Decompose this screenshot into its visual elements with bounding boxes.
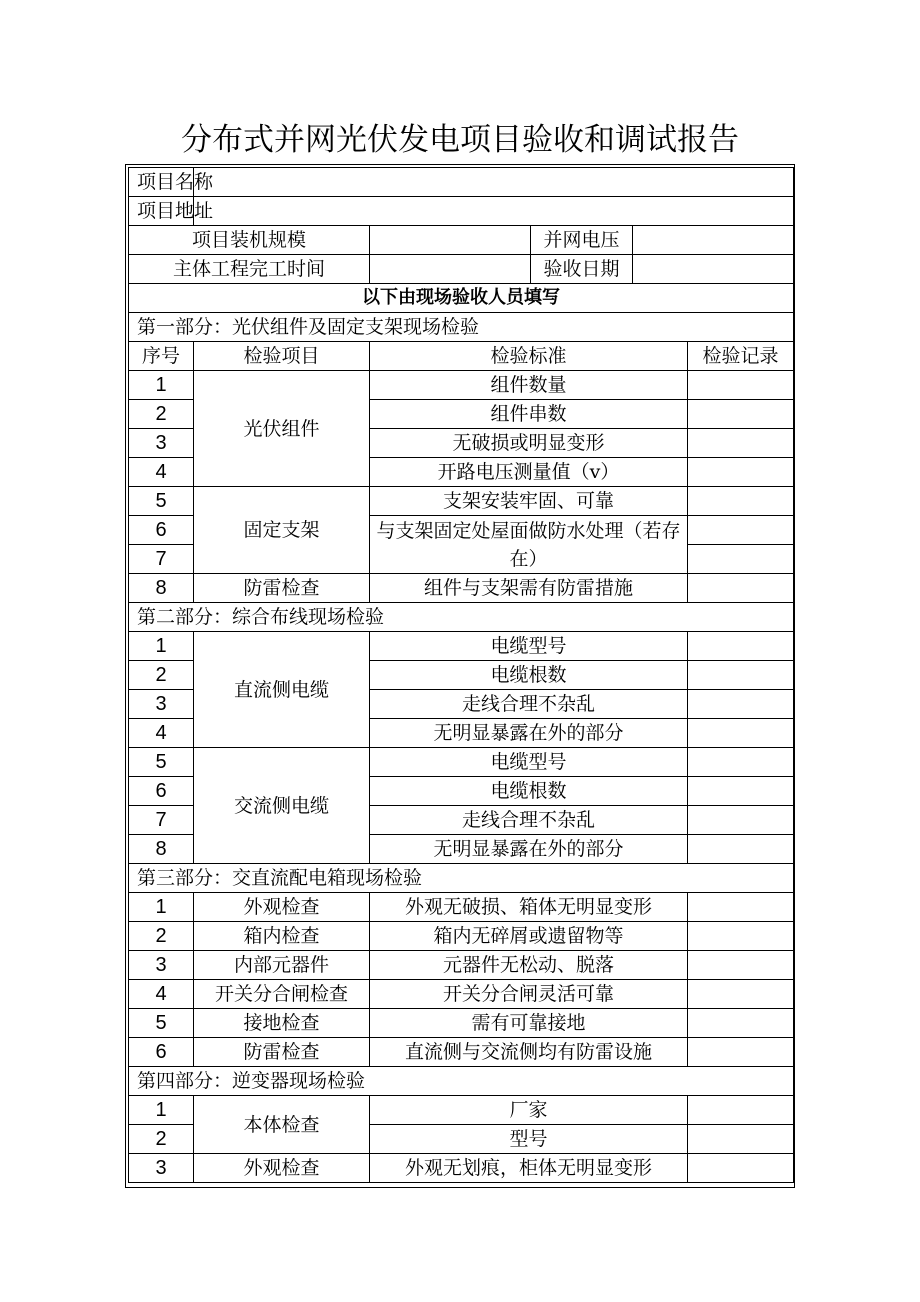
check-standard: 无明显暴露在外的部分 [370, 835, 688, 864]
record-cell[interactable] [688, 690, 794, 719]
table-row [129, 1096, 794, 1125]
record-cell[interactable] [688, 777, 794, 806]
field-install-scale[interactable] [370, 226, 531, 255]
row-number: 4 [129, 719, 194, 748]
record-cell[interactable] [688, 371, 794, 400]
part2-title: 第二部分：综合布线现场检验 [129, 603, 794, 632]
check-standard: 开关分合闸灵活可靠 [370, 980, 688, 1009]
table-row [129, 487, 794, 516]
check-item: 防雷检查 [194, 1038, 370, 1067]
table-row [129, 922, 794, 951]
row-number: 7 [129, 545, 194, 574]
part3-title-row [129, 864, 794, 893]
row-number: 4 [129, 980, 194, 1009]
check-standard: 型号 [370, 1125, 688, 1154]
group-pv-modules: 光伏组件 [194, 371, 370, 487]
row-number: 2 [129, 661, 194, 690]
table-row [129, 574, 794, 603]
table-row [129, 1038, 794, 1067]
check-standard: 外观无划痕，柜体无明显变形 [370, 1154, 688, 1183]
check-standard: 厂家 [370, 1096, 688, 1125]
check-standard: 支架安装牢固、可靠 [370, 487, 688, 516]
check-standard: 与支架固定处屋面做防水处理（若存在） [370, 516, 688, 574]
record-cell[interactable] [688, 922, 794, 951]
check-standard: 无明显暴露在外的部分 [370, 719, 688, 748]
check-standard: 电缆型号 [370, 632, 688, 661]
check-standard: 走线合理不杂乱 [370, 806, 688, 835]
check-standard: 外观无破损、箱体无明显变形 [370, 893, 688, 922]
col-header-standard: 检验标准 [370, 342, 688, 371]
acceptance-report-table [128, 167, 794, 1183]
record-cell[interactable] [688, 516, 794, 545]
record-cell[interactable] [688, 487, 794, 516]
table-row [129, 1009, 794, 1038]
table-row [129, 1154, 794, 1183]
label-project-name: 项目名称 [129, 168, 194, 197]
record-cell[interactable] [688, 429, 794, 458]
col-header-record: 检验记录 [688, 342, 794, 371]
row-project-address [129, 197, 794, 226]
part1-title: 第一部分：光伏组件及固定支架现场检验 [129, 313, 794, 342]
check-item: 外观检查 [194, 893, 370, 922]
record-cell[interactable] [688, 1125, 794, 1154]
record-cell[interactable] [688, 806, 794, 835]
row-number: 2 [129, 1125, 194, 1154]
record-cell[interactable] [688, 893, 794, 922]
row-number: 5 [129, 487, 194, 516]
check-standard: 需有可靠接地 [370, 1009, 688, 1038]
table-row [129, 632, 794, 661]
row-number: 3 [129, 951, 194, 980]
row-number: 2 [129, 400, 194, 429]
check-standard: 直流侧与交流侧均有防雷设施 [370, 1038, 688, 1067]
table-row [129, 748, 794, 777]
record-cell[interactable] [688, 1154, 794, 1183]
check-item: 开关分合闸检查 [194, 980, 370, 1009]
check-item: 内部元器件 [194, 951, 370, 980]
check-standard: 电缆根数 [370, 777, 688, 806]
group-fixed-bracket: 固定支架 [194, 487, 370, 574]
record-cell[interactable] [688, 1038, 794, 1067]
part1-title-row [129, 313, 794, 342]
part4-title-row [129, 1067, 794, 1096]
part4-title: 第四部分：逆变器现场检验 [129, 1067, 794, 1096]
col-header-seq: 序号 [129, 342, 194, 371]
row-filled-by [129, 284, 794, 313]
record-cell[interactable] [688, 1096, 794, 1125]
table-row [129, 951, 794, 980]
check-standard: 组件与支架需有防雷措施 [370, 574, 688, 603]
record-cell[interactable] [688, 835, 794, 864]
group-body-check: 本体检查 [194, 1096, 370, 1154]
table-row [129, 980, 794, 1009]
check-standard: 无破损或明显变形 [370, 429, 688, 458]
field-project-name[interactable] [194, 168, 794, 197]
field-grid-voltage[interactable] [633, 226, 794, 255]
row-number: 3 [129, 690, 194, 719]
row-number: 1 [129, 1096, 194, 1125]
row-project-name [129, 168, 794, 197]
label-grid-voltage: 并网电压 [531, 226, 633, 255]
record-cell[interactable] [688, 661, 794, 690]
check-standard: 元器件无松动、脱落 [370, 951, 688, 980]
check-item: 防雷检查 [194, 574, 370, 603]
part3-title: 第三部分：交直流配电箱现场检验 [129, 864, 794, 893]
record-cell[interactable] [688, 632, 794, 661]
record-cell[interactable] [688, 574, 794, 603]
check-standard: 开路电压测量值（v） [370, 458, 688, 487]
check-standard: 走线合理不杂乱 [370, 690, 688, 719]
check-standard: 电缆根数 [370, 661, 688, 690]
label-acceptance-date: 验收日期 [531, 255, 633, 284]
check-standard: 组件串数 [370, 400, 688, 429]
group-ac-cable: 交流侧电缆 [194, 748, 370, 864]
record-cell[interactable] [688, 1009, 794, 1038]
row-number: 5 [129, 748, 194, 777]
check-item: 接地检查 [194, 1009, 370, 1038]
check-standard: 电缆型号 [370, 748, 688, 777]
page-title: 分布式并网光伏发电项目验收和调试报告 [181, 122, 739, 158]
group-dc-cable: 直流侧电缆 [194, 632, 370, 748]
row-number: 1 [129, 632, 194, 661]
record-cell[interactable] [688, 951, 794, 980]
record-cell[interactable] [688, 719, 794, 748]
row-number: 6 [129, 777, 194, 806]
field-project-address[interactable] [194, 197, 794, 226]
part2-title-row [129, 603, 794, 632]
row-number: 8 [129, 574, 194, 603]
record-cell[interactable] [688, 748, 794, 777]
row-number: 4 [129, 458, 194, 487]
filled-by-heading: 以下由现场验收人员填写 [129, 284, 794, 313]
check-item: 外观检查 [194, 1154, 370, 1183]
row-number: 8 [129, 835, 194, 864]
record-cell[interactable] [688, 400, 794, 429]
column-header-row [129, 342, 794, 371]
row-completion-time [129, 255, 794, 284]
row-number: 3 [129, 429, 194, 458]
field-acceptance-date[interactable] [633, 255, 794, 284]
check-standard: 箱内无碎屑或遗留物等 [370, 922, 688, 951]
record-cell[interactable] [688, 458, 794, 487]
record-cell[interactable] [688, 545, 794, 574]
label-completion-time: 主体工程完工时间 [129, 255, 370, 284]
row-number: 5 [129, 1009, 194, 1038]
table-row [129, 893, 794, 922]
row-number: 3 [129, 1154, 194, 1183]
row-number: 1 [129, 371, 194, 400]
row-number: 2 [129, 922, 194, 951]
field-completion-time[interactable] [370, 255, 531, 284]
check-item: 箱内检查 [194, 922, 370, 951]
record-cell[interactable] [688, 980, 794, 1009]
label-project-address: 项目地址 [129, 197, 194, 226]
row-number: 6 [129, 516, 194, 545]
row-number: 7 [129, 806, 194, 835]
row-install-scale [129, 226, 794, 255]
row-number: 1 [129, 893, 194, 922]
col-header-item: 检验项目 [194, 342, 370, 371]
label-install-scale: 项目装机规模 [129, 226, 370, 255]
table-row [129, 371, 794, 400]
row-number: 6 [129, 1038, 194, 1067]
check-standard: 组件数量 [370, 371, 688, 400]
